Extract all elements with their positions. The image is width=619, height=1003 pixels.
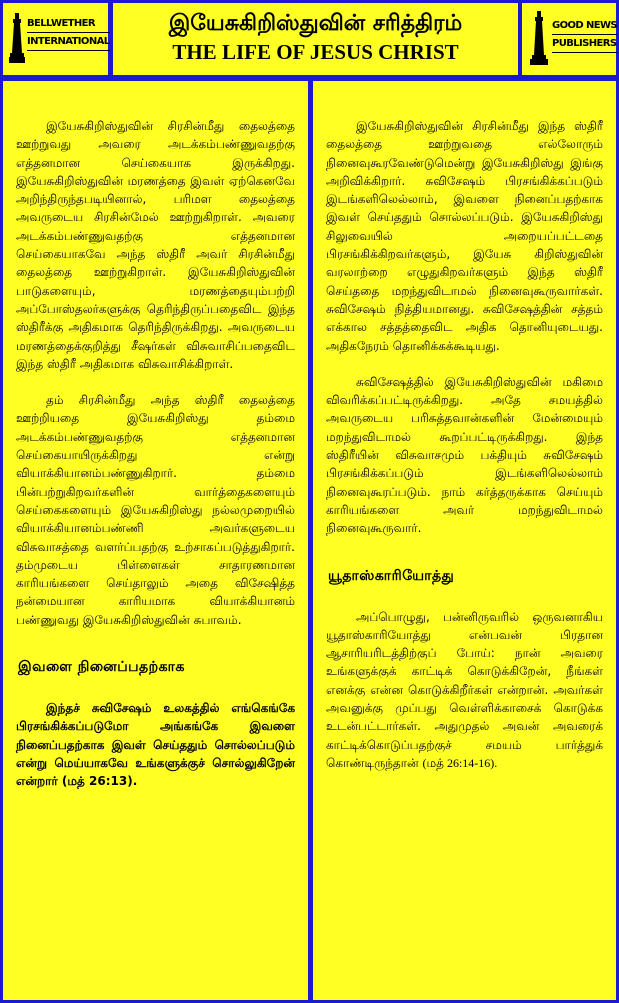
right-paragraph-2: சுவிசேஷத்தில் இயேசுகிறிஸ்துவின் மகிமை விவரிக்கப்பட்டிருக்கிறது. அதே சமயத்தில் அவருடைய பரிசுத்தவான்களின் மேன்மையும் மறந்துவிடாமல் கூறப்பட்டிருக்கிறது. இந்த ஸ்திரீயின் விசுவாசமும் பக்தியும் சுவிசேஷம் பிரசங்கிக்கப்படும் இடங்களிலெல்லாம் நினைவுகூரப்படும். நாம் கர்த்தருக்காக செய்யும் காரியங்களை அவர் மறந்துவிடாமல் நினைவுகூருவார். [326, 374, 603, 536]
left-column [3, 81, 308, 1000]
section-heading-remember: இவளை நினைப்பதற்காக [18, 659, 185, 676]
scripture-reference: (மத் 26:14-16). [422, 755, 498, 770]
right-column [313, 81, 616, 1000]
left-paragraph-2: தம் சிரசின்மீது அந்த ஸ்திரீ தைலத்தை ஊற்றியதை இயேசுகிறிஸ்து தம்மை அடக்கம்பண்ணுவதற்கு எத்தனமான செய்கையாயிருக்கிறது என்று வியாக்கியானம்பண்ணுகிறார். தம்மை பின்பற்றுகிறவர்களின் வார்த்தைகளையும் செய்கைகளையும் இயேசுகிறிஸ்து நல்லமுறையில் வியாக்கியானம்பண்ணி அவர்களுடைய விசுவாசத்தை வளர்ப்பதற்கு உற்சாகப்படுத்துகிறார். தம்முடைய பிள்ளைகள் சாதாரணமான காரியங்களை செய்தாலும் அதை விசேஷித்த நன்மையான காரியமாக வியாக்கியானம் பண்ணுவது இயேசுகிறிஸ்துவின் சுபாவம். [16, 393, 295, 627]
right-paragraph-1: இயேசுகிறிஸ்துவின் சிரசின்மீது இந்த ஸ்திரீ தைலத்தை ஊற்றுவதை எல்லோரும் நினைவுகூரவேண்டுமென்று இயேசுகிறிஸ்து இங்கு அறிவிக்கிறார். சுவிசேஷம் பிரசங்கிக்கப்படும் இடங்களிலெல்லாம், இவளை நினைப்பதற்காக இவள் செய்ததும் சொல்லப்படும். இயேசுகிறிஸ்து சிலுவையில் அறையப்பட்டதை பிரசங்கிக்கிறவர்களும், இயேசு கிறிஸ்துவின் வரலாற்றை எழுதுகிறவர்களும் இந்த ஸ்திரீ செய்ததை மறந்துவிடாமல் நினைவுகூருவார்கள். சுவிசேஷம் நித்தியமானது. சுவிசேஷத்தின் சத்தம் எக்கால சத்தத்தைவிட அதிக தொனியுடையது. அதிகநேரம் தொனிக்கக்கூடியது. [326, 119, 603, 353]
logo-right-line2: PUBLISHERS [552, 35, 617, 53]
good-news-logo-box [522, 3, 616, 75]
lighthouse-icon [530, 11, 548, 67]
lighthouse-icon [9, 13, 25, 65]
logo-left-line2: INTERNATIONAL [27, 33, 110, 51]
bellwether-logo-text [27, 15, 110, 51]
page-title-english: THE LIFE OF JESUS CHRIST [172, 40, 459, 64]
right-paragraph-3-text: அப்பொழுது, பன்னிருவரில் ஒருவனாகிய யூதாஸ்காரியோத்து என்பவன் பிரதான ஆசாரியரிடத்திற்குப் போய்: நான் அவரை உங்களுக்குக் காட்டிக் கொடுக்கிறேன், நீங்கள் எனக்கு என்ன கொடுக்கிறீர்கள் என்றான். அவர்கள் அவனுக்கு முப்பது வெள்ளிக்காசைக் கொடுக்க உடன்பட்டார்கள். அதுமுதல் அவன் அவரைக் காட்டிக்கொடுப்பதற்குச் சமயம் பார்த்துக் கொண்டிருந்தான் [326, 609, 603, 770]
section-heading-judas: யூதாஸ்காரியோத்து [328, 567, 455, 584]
right-paragraph-3 [326, 608, 603, 773]
page-title-tamil: இயேசுகிறிஸ்துவின் சரித்திரம் [168, 11, 463, 36]
title-box [113, 3, 518, 75]
logo-left-line1: BELLWETHER [27, 15, 110, 33]
left-paragraph-1: இயேசுகிறிஸ்துவின் சிரசின்மீது தைலத்தை ஊற்றுவது அவரை அடக்கம்பண்ணுவதற்கு எத்தனமான செய்கையாக இருக்கிறது. இயேசுகிறிஸ்துவின் மரணத்தை இவள் ஏற்கெனவே அறிந்திருந்தபடியினால், பரிமள தைலத்தை அவருடைய சிரசின்மேல் ஊற்றுகிறாள். அவரை அடக்கம்பண்ணுவதற்கு எத்தனமான செய்கையாகவே அந்த ஸ்திரீ அவர் சிரசின்மீது தைலத்தை ஊற்றுகிறாள். இயேசுகிறிஸ்துவின் பாடுகளையும், மரணத்தையும்பற்றி அப்போஸ்தலர்களுக்கு தெரிந்திருப்பதைவிட இந்த ஸ்திரீக்கு அதிகமாக தெரிந்திருக்கிறது. அவருடைய மரணத்தைக்குறித்து சீஷர்கள் விசுவாசிப்பதைவிட இந்த ஸ்திரீ அதிகமாக விசுவாசிக்கிறாள். [16, 119, 295, 371]
good-news-logo-text [552, 17, 617, 53]
logo-right-line1: GOOD NEWS [552, 17, 617, 35]
bellwether-logo-box [3, 3, 108, 75]
scripture-quote: இந்தச் சுவிசேஷம் உலகத்தில் எங்கெங்கே பிரசங்கிக்கப்படுமோ அங்கங்கே இவளை நினைப்பதற்காக இவள் செய்ததும் சொல்லப்படும் என்று மெய்யாகவே உங்களுக்குச் சொல்லுகிறேன் என்றார் (மத் 26:13). [16, 701, 295, 789]
